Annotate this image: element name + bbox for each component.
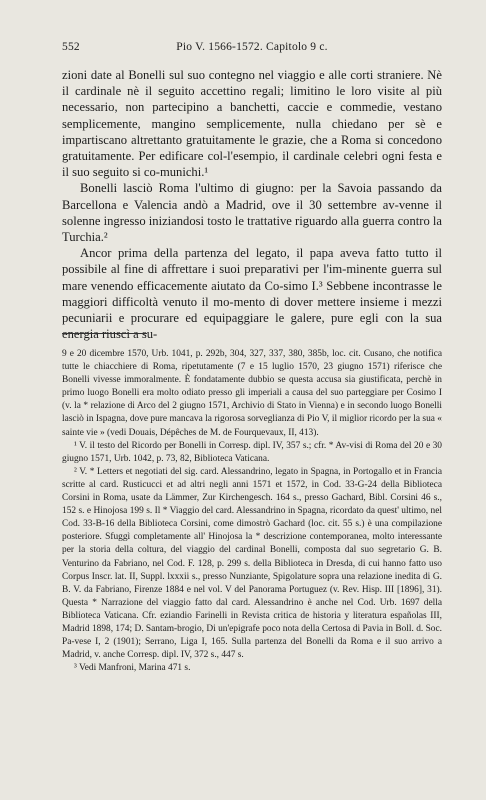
page-number: 552 xyxy=(62,41,80,53)
footnote-2: ² V. * Letters et negotiati del sig. card. Alessandrino, legato in Spagna, in Portogallo et in Francia scritte al card. Rusticucci et ad altri negli anni 1571 et 1572, in Cod. 33-G-24 della Biblioteca Corsini in Roma, usate da Lämmer, Zur Kirchengesch. 164 s., presso Gachard, Bibl. Corsini 46 s., 152 s. e Hinojosa 199 s. Il * Viaggio del card. Alessandrino in Spagna, ricordato da quest' ultimo, nel Cod. 33-B-16 della Biblioteca Corsini, come dimostrò Gachard (loc. cit. 55 s.) è una compilazione posteriore. Sfuggì completamente all' Hinojosa la * descrizione contemporanea, molto interessante per la storia della coltura, del viaggio del cardinal Bonelli, composta dal suo segretario G. B. Venturino da Fabriano, nel Cod. F. 128, p. 299 s. della Biblioteca in Dresda, di cui hanno fatto uso Corpus Inscr. lat. II, Suppl. lxxxii s., presso Nunziante, Spigolature sopra una relazione inedita di G. B. V. da Fabriano, Firenze 1884 e nel vol. V del Panorama Portuguez (v. Rev. Hisp. III [1896], 31). Questa * Narrazione del viaggio fatto dal card. Alessandrino è anche nel Cod. Urb. 1697 della Biblioteca Vaticana. Cfr. eziandio Farinelli in Revista critica de historia y literatura españolas III, Madrid 1898, 174; D. Santam-brogio, Di un'epigrafe poco nota della Certosa di Pavia in Boll. d. Soc. Pa-vese I, 2 (1901); Serrano, Liga I, 165. Sulla partenza del Bonelli da Roma e il suo arrivo a Madrid, v. anche Corresp. dipl. IV, 372 s., 447 s. xyxy=(62,466,442,661)
main-text xyxy=(62,67,442,342)
paragraph-3: Ancor prima della partenza del legato, il papa aveva fatto tutto il possibile al fine di affrettare i suoi preparativi per l'im-minente guerra sul mare venendo efficacemente aiutato da Co-simo I.³ Sebbene incontrasse le maggiori difficoltà venuto il mo-mento di dover mettere insieme i mezzi pecuniarii e procurare ed equipaggiare le galere, pure egli con la sua energia riuscì a su- xyxy=(62,246,442,342)
footnote-1: ¹ V. il testo del Ricordo per Bonelli in Corresp. dipl. IV, 357 s.; cfr. * Av-visi di Roma del 20 e 30 giugno 1571, Urb. 1042, p. 73, 82, Biblioteca Vaticana. xyxy=(62,440,442,464)
footnote-separator xyxy=(62,333,147,334)
paragraph-1: zioni date al Bonelli sul suo contegno nel viaggio e alle corti straniere. Nè il cardinale nè il seguito accettino regali; limitino le loro visite al più necessario, non partecipino a banchetti, caccie e commedie, vestano semplicemente, mangino semplicemente, nulla chiedano per sè e impartiscano altrettanto gratuitamente le grazie, che a Roma si concedono gratuitamente. Per edificare col-l'esempio, il cardinale celebri ogni festa e il suo seguito si co-munichi.¹ xyxy=(62,68,442,180)
footnotes xyxy=(62,348,442,675)
paragraph-2: Bonelli lasciò Roma l'ultimo di giugno: per la Savoia passando da Barcellona e Valencia andò a Madrid, ove il 30 settembre av-venne il solenne ingresso iniziandosi tosto le trattative riguardo alla guerra contro la Turchia.² xyxy=(62,181,442,245)
footnote-3: ³ Vedi Manfroni, Marina 471 s. xyxy=(74,663,191,674)
footnote-continuation: 9 e 20 dicembre 1570, Urb. 1041, p. 292b, 304, 327, 337, 380, 385b, loc. cit. Cusano, che notifica tutte le chiacchiere di Roma, ripetutamente (7 e 15 luglio 1570, 23 giugno 1571) riferisce che Bonelli vivesse immoralmente. È fondatamente dubbio se questa accusa sia giustificata, perchè in primo luogo Bonelli era molto odiato presso gli imperiali a causa del suo parteggiare per Cosimo I (v. la * relazione di Arco del 2 giugno 1571, Archivio di Stato in Vienna) e in secondo luogo Bonelli lasciò in Ispagna, dove pure mancava la rigorosa sorveglianza di Pio V, il miglior ricordo per la sua « sainte vie » (vedi Douais, Dépêches de M. de Fourquevaux, II, 413). xyxy=(62,349,442,438)
running-title: Pio V. 1566-1572. Capitolo 9 c. xyxy=(176,41,328,53)
